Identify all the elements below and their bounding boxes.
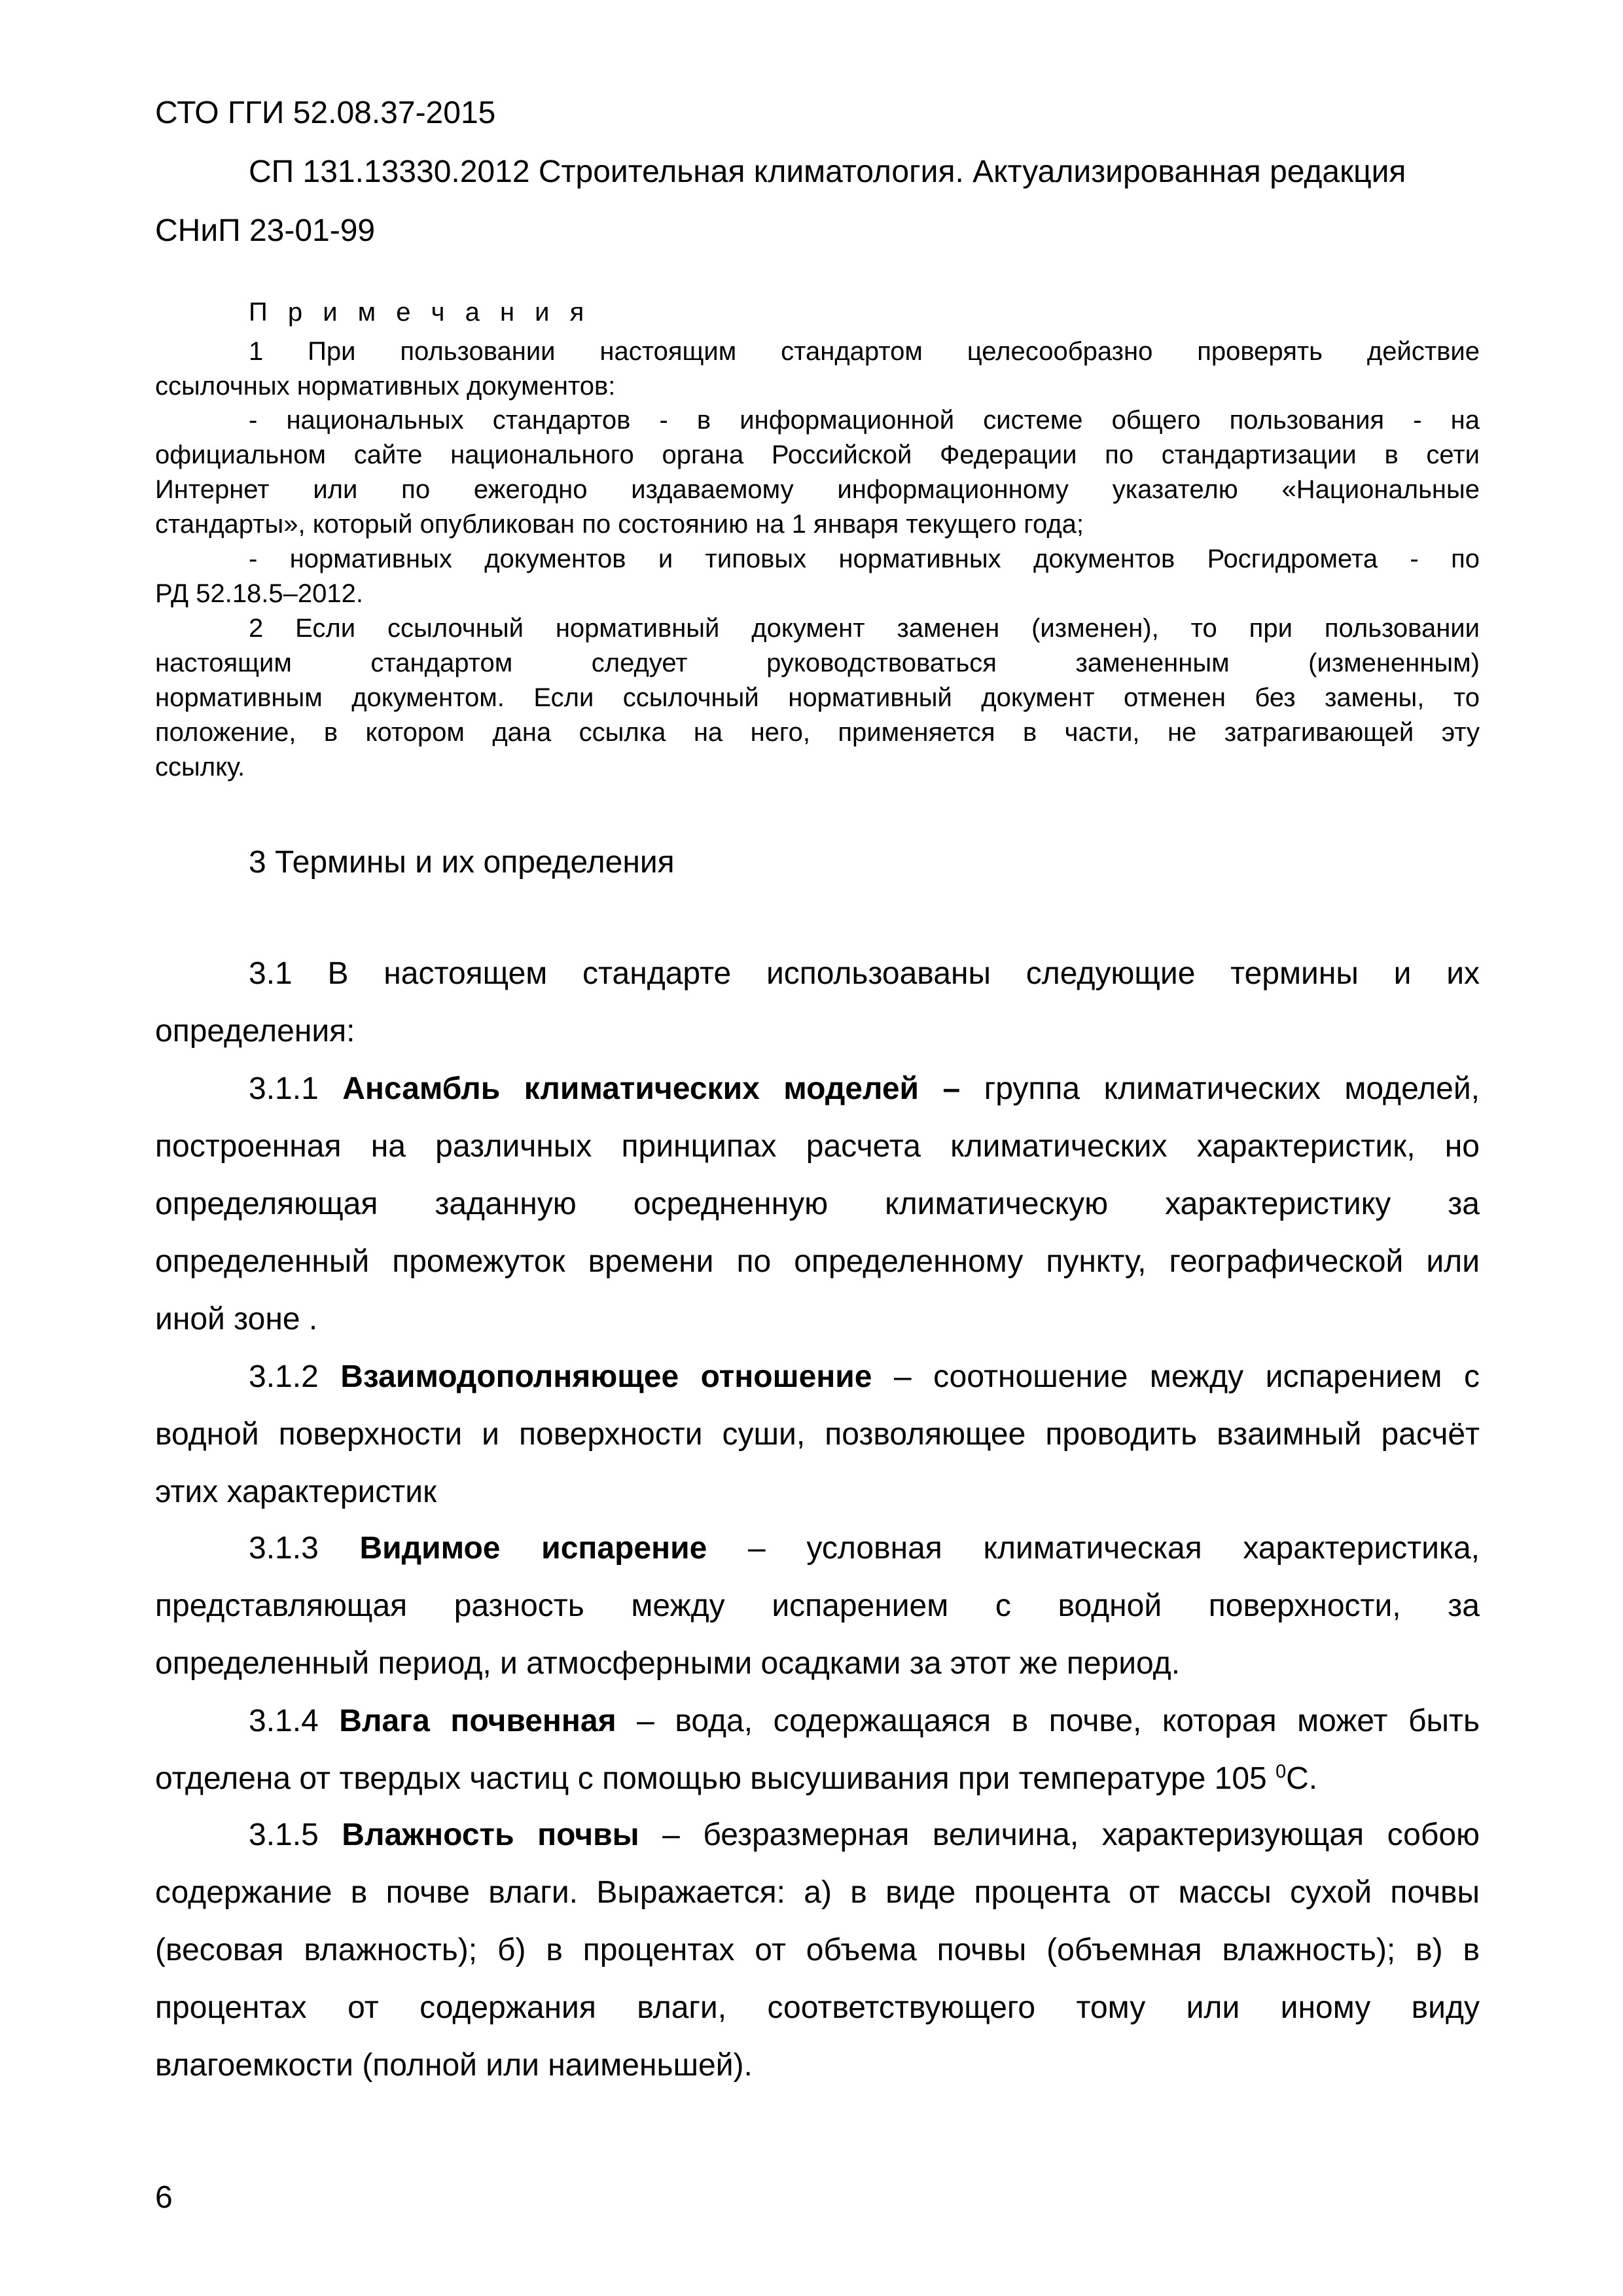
term-definition-text: отделена от твердых частиц с помощью высушивания при температуре 105 — [155, 1761, 1276, 1796]
term-name: Взаимодополняющее отношение — [340, 1359, 872, 1394]
section-heading: 3 Термины и их определения — [249, 845, 675, 880]
note1-line: ссылочных нормативных документов: — [155, 372, 616, 401]
term-3-1-5-line — [249, 1817, 1480, 1853]
term-name: Ансамбль климатических моделей – — [342, 1071, 961, 1106]
note2-line: положение, в котором дана ссылка на него, применяется в части, не затрагивающей эту — [155, 718, 1480, 747]
term-definition: – вода, содержащаяся в почве, которая может быть — [616, 1704, 1480, 1738]
note1-line: Интернет или по ежегодно издаваемому информационному указателю «Национальные — [155, 475, 1480, 504]
term-3-1-4-line — [249, 1703, 1480, 1739]
section-intro-line: определения: — [155, 1014, 355, 1049]
note2-line: ссылку. — [155, 753, 245, 781]
term-definition-line: определяющая заданную осредненную климатическую характеристику за — [155, 1187, 1480, 1221]
term-number: 3.1.2 — [249, 1359, 341, 1394]
term-definition-line: (весовая влажность); б) в процентах от объема почвы (объемная влажность); в) в — [155, 1933, 1480, 1967]
term-3-1-1-line — [249, 1071, 1480, 1107]
term-number: 3.1.3 — [249, 1531, 360, 1566]
term-definition: группа климатических моделей, — [960, 1071, 1480, 1106]
term-name: Влага почвенная — [339, 1704, 616, 1738]
term-definition-line: определенный промежуток времени по определенному пункту, географической или — [155, 1244, 1480, 1279]
term-definition-unit: С. — [1286, 1761, 1318, 1796]
note1-line: РД 52.18.5–2012. — [155, 579, 364, 608]
page-number: 6 — [155, 2180, 173, 2215]
term-definition: – соотношение между испарением с — [872, 1359, 1480, 1394]
term-definition-line: определенный период, и атмосферными осадками за этот же период. — [155, 1646, 1181, 1681]
term-definition-line: построенная на различных принципах расчета климатических характеристик, но — [155, 1129, 1480, 1164]
note2-line: 2 Если ссылочный нормативный документ заменен (изменен), то при пользовании — [249, 614, 1480, 643]
notes-title: П р и м е ч а н и я — [249, 298, 591, 327]
term-3-1-3-line — [249, 1530, 1480, 1566]
note1-line: - национальных стандартов - в информационной системе общего пользования - на — [249, 406, 1480, 435]
term-3-1-2-line — [249, 1359, 1480, 1395]
term-definition: – условная климатическая характеристика, — [707, 1531, 1480, 1566]
term-definition-line: влагоемкости (полной или наименьшей). — [155, 2048, 753, 2083]
term-number: 3.1.4 — [249, 1704, 340, 1738]
superscript-degree: 0 — [1275, 1761, 1287, 1782]
note2-line: нормативным документом. Если ссылочный нормативный документ отменен без замены, то — [155, 683, 1480, 712]
note1-line: 1 При пользовании настоящим стандартом целесообразно проверять действие — [249, 337, 1480, 366]
document-code-header: СТО ГГИ 52.08.37-2015 — [155, 96, 496, 130]
section-intro-line: 3.1 В настоящем стандарте использоаваны следующие термины и их — [249, 956, 1480, 991]
note2-line: настоящим стандартом следует руководствоваться замененным (измененным) — [155, 649, 1480, 677]
term-definition-line: водной поверхности и поверхности суши, позволяющее проводить взаимный расчёт — [155, 1417, 1480, 1452]
term-definition-line — [155, 1761, 1480, 1797]
note1-line: стандарты», который опубликован по состоянию на 1 января текущего года; — [155, 510, 1084, 539]
term-definition: – безразмерная величина, характеризующая собою — [639, 1818, 1480, 1852]
term-definition-line: представляющая разность между испарением с водной поверхности, за — [155, 1588, 1480, 1623]
term-definition-line: процентах от содержания влаги, соответствующего тому или иному виду — [155, 1990, 1480, 2025]
note1-line: - нормативных документов и типовых нормативных документов Росгидромета - по — [249, 545, 1480, 573]
reference-sp-line1: СП 131.13330.2012 Строительная климатология. Актуализированная редакция — [249, 154, 1406, 189]
term-number: 3.1.5 — [249, 1818, 342, 1852]
term-definition-line: иной зоне . — [155, 1302, 318, 1336]
reference-sp-line2: СНиП 23-01-99 — [155, 213, 376, 248]
term-definition-line: содержание в почве влаги. Выражается: а) в виде процента от массы сухой почвы — [155, 1875, 1480, 1910]
term-name: Видимое испарение — [359, 1531, 707, 1566]
term-name: Влажность почвы — [342, 1818, 639, 1852]
note1-line: официальном сайте национального органа Российской Федерации по стандартизации в сети — [155, 440, 1480, 469]
term-number: 3.1.1 — [249, 1071, 343, 1106]
term-definition-line: этих характеристик — [155, 1475, 437, 1509]
